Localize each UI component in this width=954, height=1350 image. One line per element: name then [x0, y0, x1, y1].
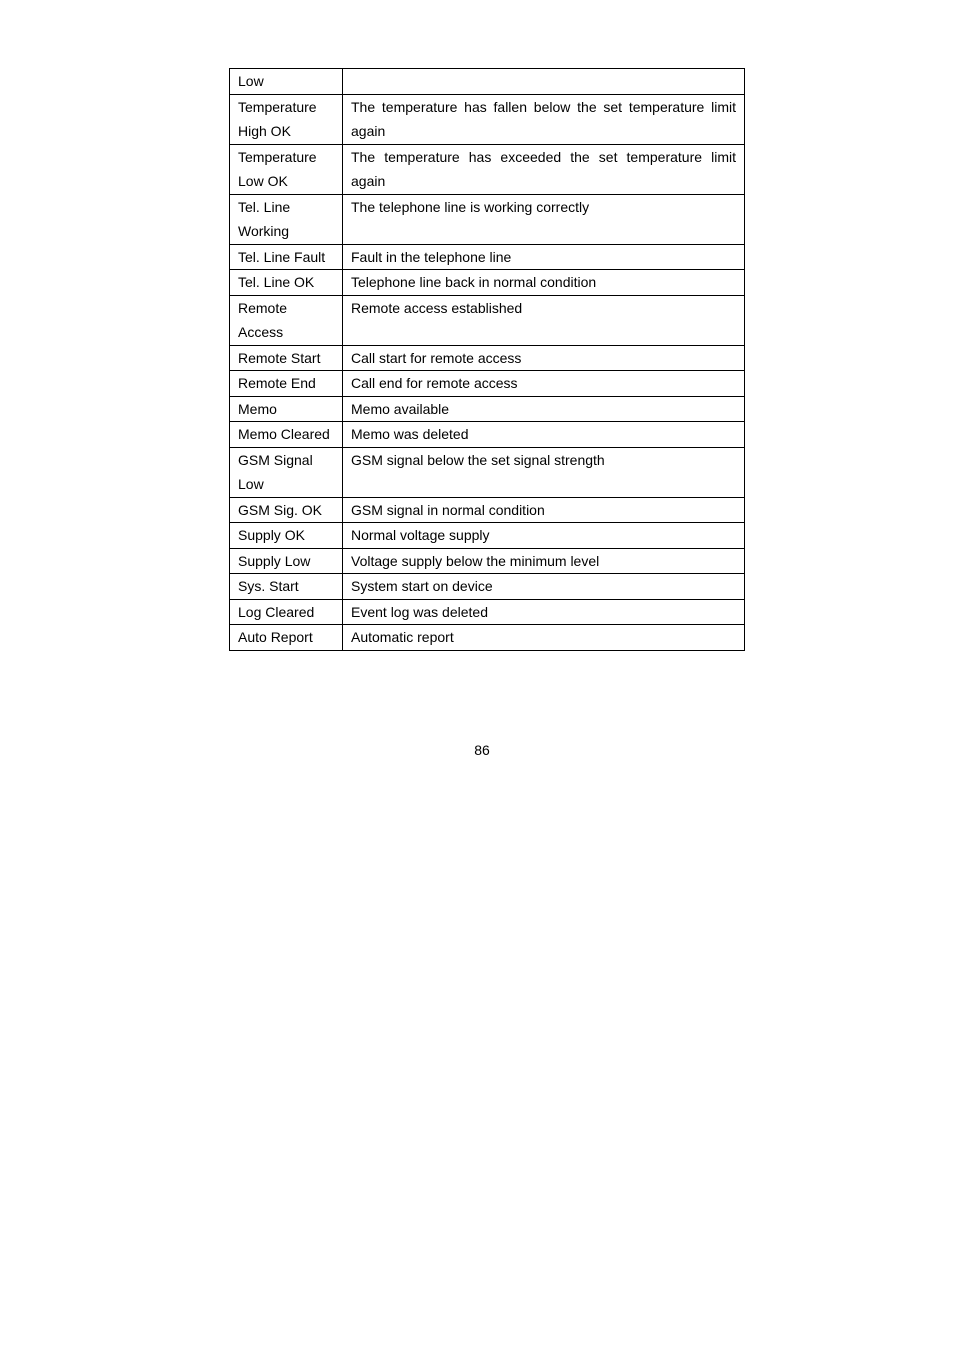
table-row — [230, 295, 745, 345]
event-description-cell: System start on device — [343, 574, 745, 600]
event-name-cell: Remote Start — [230, 345, 343, 371]
event-name-cell: GSM Signal Low — [230, 447, 343, 497]
event-description-cell: Event log was deleted — [343, 599, 745, 625]
event-name-cell: Sys. Start — [230, 574, 343, 600]
event-name-cell: Supply OK — [230, 523, 343, 549]
table-row — [230, 144, 745, 194]
event-description-cell: Automatic report — [343, 625, 745, 651]
event-description-cell: GSM signal below the set signal strength — [343, 447, 745, 497]
table-row — [230, 422, 745, 448]
event-name-cell: GSM Sig. OK — [230, 497, 343, 523]
event-name-cell: Remote End — [230, 371, 343, 397]
table-row — [230, 244, 745, 270]
event-description-cell: The temperature has exceeded the set temperature limit again — [343, 144, 745, 194]
table-row — [230, 69, 745, 95]
table-row — [230, 625, 745, 651]
event-description-cell: Fault in the telephone line — [343, 244, 745, 270]
event-name-cell: Tel. Line Fault — [230, 244, 343, 270]
table-row — [230, 270, 745, 296]
event-name-cell: Low — [230, 69, 343, 95]
table-row — [230, 371, 745, 397]
page-number: 86 — [474, 742, 490, 758]
event-name-cell: Memo Cleared — [230, 422, 343, 448]
event-description-cell: Normal voltage supply — [343, 523, 745, 549]
event-name-cell: Tel. Line OK — [230, 270, 343, 296]
event-name-cell: Remote Access — [230, 295, 343, 345]
event-description-cell: Voltage supply below the minimum level — [343, 548, 745, 574]
event-name-cell: Supply Low — [230, 548, 343, 574]
event-name-cell: Log Cleared — [230, 599, 343, 625]
event-description-cell: Call start for remote access — [343, 345, 745, 371]
table-row — [230, 548, 745, 574]
event-name-cell: Auto Report — [230, 625, 343, 651]
event-description-cell: GSM signal in normal condition — [343, 497, 745, 523]
table-row — [230, 523, 745, 549]
table-row — [230, 94, 745, 144]
event-description-cell: The temperature has fallen below the set temperature limit again — [343, 94, 745, 144]
event-name-cell: Temperature Low OK — [230, 144, 343, 194]
event-description-cell — [343, 69, 745, 95]
table-row — [230, 599, 745, 625]
event-table — [229, 68, 745, 651]
table-row — [230, 497, 745, 523]
event-name-cell: Memo — [230, 396, 343, 422]
event-description-cell: The telephone line is working correctly — [343, 194, 745, 244]
event-name-cell: Tel. Line Working — [230, 194, 343, 244]
event-name-cell: Temperature High OK — [230, 94, 343, 144]
event-description-cell: Remote access established — [343, 295, 745, 345]
event-description-cell: Telephone line back in normal condition — [343, 270, 745, 296]
table-row — [230, 396, 745, 422]
table-row — [230, 574, 745, 600]
table-row — [230, 345, 745, 371]
event-description-cell: Memo was deleted — [343, 422, 745, 448]
event-description-cell: Call end for remote access — [343, 371, 745, 397]
table-row — [230, 194, 745, 244]
event-description-cell: Memo available — [343, 396, 745, 422]
table-row — [230, 447, 745, 497]
